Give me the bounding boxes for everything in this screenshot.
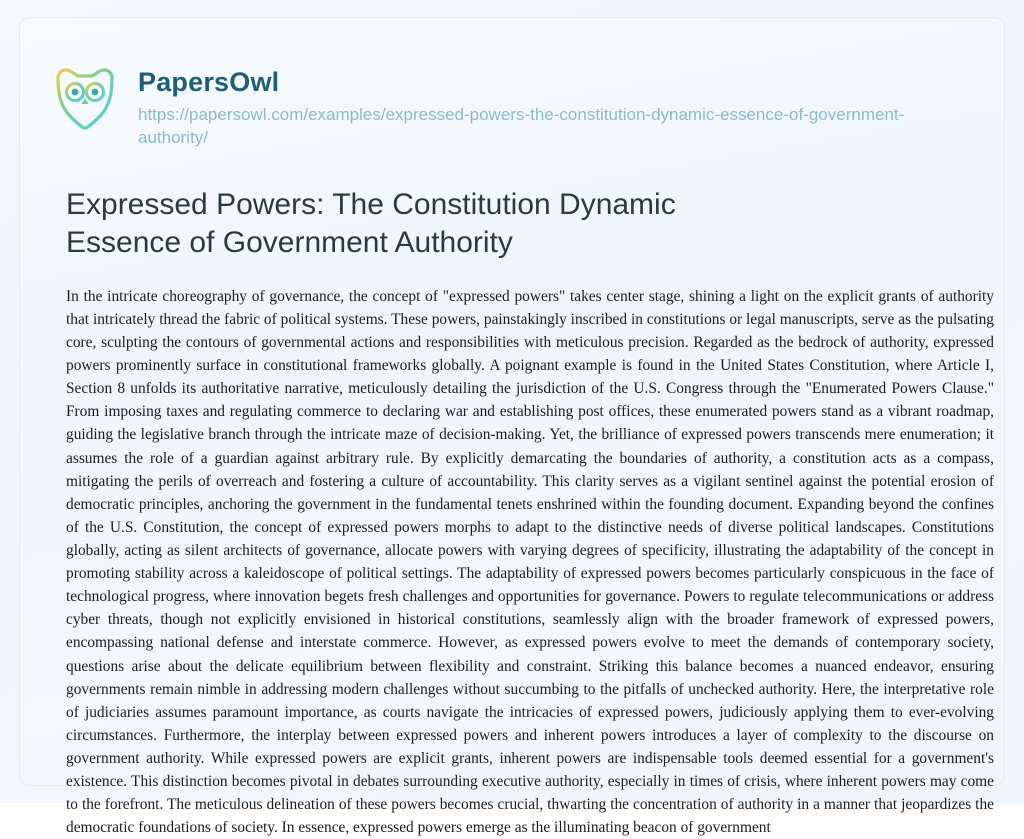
brand-block bbox=[138, 58, 928, 150]
document-sheet bbox=[20, 18, 1004, 837]
page-title: Expressed Powers: The Constitution Dynamic Essence of Government Authority bbox=[66, 188, 676, 260]
article-body-text: In the intricate choreography of governance, the concept of "expressed powers" takes center stage, shining a light on the explicit grants of authority that intricately thread the fabric of political systems. These powers, painstakingly inscribed in constitutions or legal manuscripts, serve as the pulsating core, sculpting the contours of governmental actions and responsibilities with meticulous precision. Regarded as the bedrock of authority, expressed powers prominently surface in constitutional frameworks globally. A poignant example is found in the United States Constitution, where Article I, Section 8 unfolds its authoritative narrative, meticulously detailing the jurisdiction of the U.S. Congress through the "Enumerated Powers Clause." From imposing taxes and regulating commerce to declaring war and establishing post offices, these enumerated powers stand as a vibrant roadmap, guiding the legislative branch through the intricate maze of decision-making. Yet, the brilliance of expressed powers transcends mere enumeration; it assumes the role of a guardian against arbitrary rule. By explicitly demarcating the boundaries of authority, a constitution acts as a compass, mitigating the perils of overreach and fostering a culture of accountability. This clarity serves as a vigilant sentinel against the potential erosion of democratic principles, anchoring the government in the fundamental tenets enshrined within the founding document. Expanding beyond the confines of the U.S. Constitution, the concept of expressed powers morphs to adapt to the distinctive needs of diverse political landscapes. Constitutions globally, acting as silent architects of governance, allocate powers with varying degrees of specificity, illustrating the adaptability of the concept in promoting stability across a kaleidoscope of political settings. The adaptability of expressed powers becomes particularly conspicuous in the face of technological progress, where innovation begets fresh challenges and opportunities for governance. Powers to regulate telecommunications or address cyber threats, though not explicitly envisioned in historical constitutions, seamlessly align with the broader framework of expressed powers, encompassing national defense and interstate commerce. However, as expressed powers evolve to meet the demands of contemporary society, questions arise about the delicate equilibrium between flexibility and constraint. Striking this balance becomes a nuanced endeavor, ensuring governments remain nimble in addressing modern challenges without succumbing to the pitfalls of unchecked authority. Here, the interpretative role of judiciaries assumes paramount importance, as courts navigate the intricacies of expressed powers, judiciously applying them to ever-evolving circumstances. Furthermore, the interplay between expressed powers and inherent powers introduces a layer of complexity to the discourse on government authority. While expressed powers are explicit grants, inherent powers are indispensable tools deemed essential for a government's existence. This distinction becomes pivotal in debates surrounding executive authority, especially in times of crisis, where inherent powers may come to the forefront. The meticulous delineation of these powers becomes crucial, thwarting the concentration of authority in a manner that jeopardizes the democratic foundations of society. In essence, expressed powers emerge as the illuminating beacon of government bbox=[66, 287, 994, 837]
site-header bbox=[48, 58, 978, 150]
article bbox=[66, 186, 994, 839]
owl-logo-icon bbox=[48, 62, 122, 136]
brand-name: PapersOwl bbox=[138, 67, 280, 97]
source-url[interactable]: https://papersowl.com/examples/expressed-powers-the-constitution-dynamic-essence-of-government-authority/ bbox=[138, 104, 905, 147]
